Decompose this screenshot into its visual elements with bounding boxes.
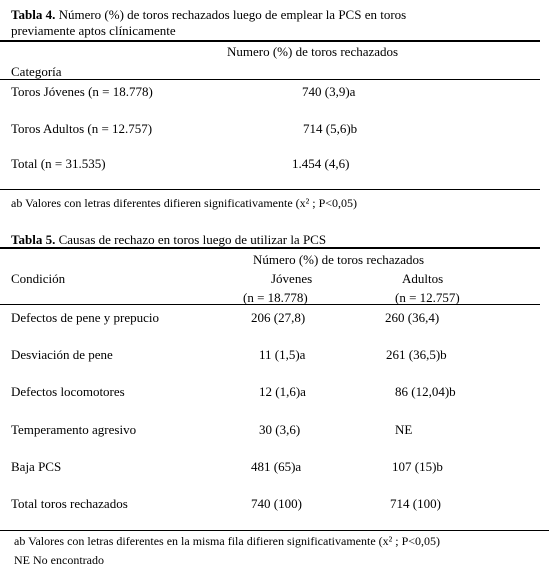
table5-header-group: Número (%) de toros rechazados [253,252,425,267]
table5-label: Tabla 5. [11,232,56,247]
table5-row-c2: 260 (36,4) [385,310,440,325]
table5-row-label: Total toros rechazados [11,496,128,511]
table5-row-c1: 481 (65)a [251,459,302,474]
table5-row-c1: 30 (3,6) [259,422,301,437]
table5-row-c2: 107 (15)b [392,459,443,474]
table4-header-value: Numero (%) de toros rechazados [227,44,399,59]
table4-header-category: Categoría [11,64,62,79]
table4-caption [11,7,406,23]
table5-row-c1: 11 (1,5)a [259,347,306,362]
table5-col2-name: Adultos [402,271,444,286]
table5-footnote-1: ab Valores con letras diferentes en la misma fila difieren significativamente (x² ; P<0,05) [14,534,441,548]
table4-caption-text: Número (%) de toros rechazados luego de emplear la PCS en toros [55,7,407,22]
table5-row-label: Baja PCS [11,459,62,474]
table5-bottom-rule [0,530,549,531]
table5-top-rule [0,247,540,249]
table5-row-c2: 714 (100) [390,496,441,511]
table5-row-label: Temperamento agresivo [11,422,137,437]
table5-row-c2: NE [395,422,413,437]
table4-row-value: 740 (3,9)a [302,84,356,99]
table4-row-value: 1.454 (4,6) [292,156,350,171]
table5-row-c2: 261 (36,5)b [386,347,447,362]
table4-header-rule [0,79,540,80]
table5-row-c1: 206 (27,8) [251,310,306,325]
table5-caption [11,232,326,248]
table4-row-value: 714 (5,6)b [303,121,358,136]
table5-caption-text: Causas de rechazo en toros luego de utilizar la PCS [55,232,327,247]
table5-row-c1: 12 (1,6)a [259,384,306,399]
table4-row-label: Toros Adultos (n = 12.757) [11,121,153,136]
table5-row-c2: 86 (12,04)b [395,384,456,399]
table5-row-label: Defectos locomotores [11,384,125,399]
table4-top-rule [0,40,540,42]
table4-row-label: Total (n = 31.535) [11,156,106,171]
table4-bottom-rule [0,189,540,190]
table5-row-label: Defectos de pene y prepucio [11,310,159,325]
table4-caption-line2: previamente aptos clínicamente [11,23,176,38]
table4-row-label: Toros Jóvenes (n = 18.778) [11,84,153,99]
table5-col1-name: Jóvenes [271,271,313,286]
table5-header-condition: Condición [11,271,66,286]
table5-row-c1: 740 (100) [251,496,302,511]
table5-col2-n: (n = 12.757) [395,290,460,305]
table4-label: Tabla 4. [11,7,56,22]
table5-row-label: Desviación de pene [11,347,113,362]
table5-col1-n: (n = 18.778) [243,290,308,305]
table5-footnote-2: NE No encontrado [14,553,104,567]
table5-header-rule [0,304,540,305]
table4-footnote: ab Valores con letras diferentes difieren significativamente (x² ; P<0,05) [11,196,358,210]
